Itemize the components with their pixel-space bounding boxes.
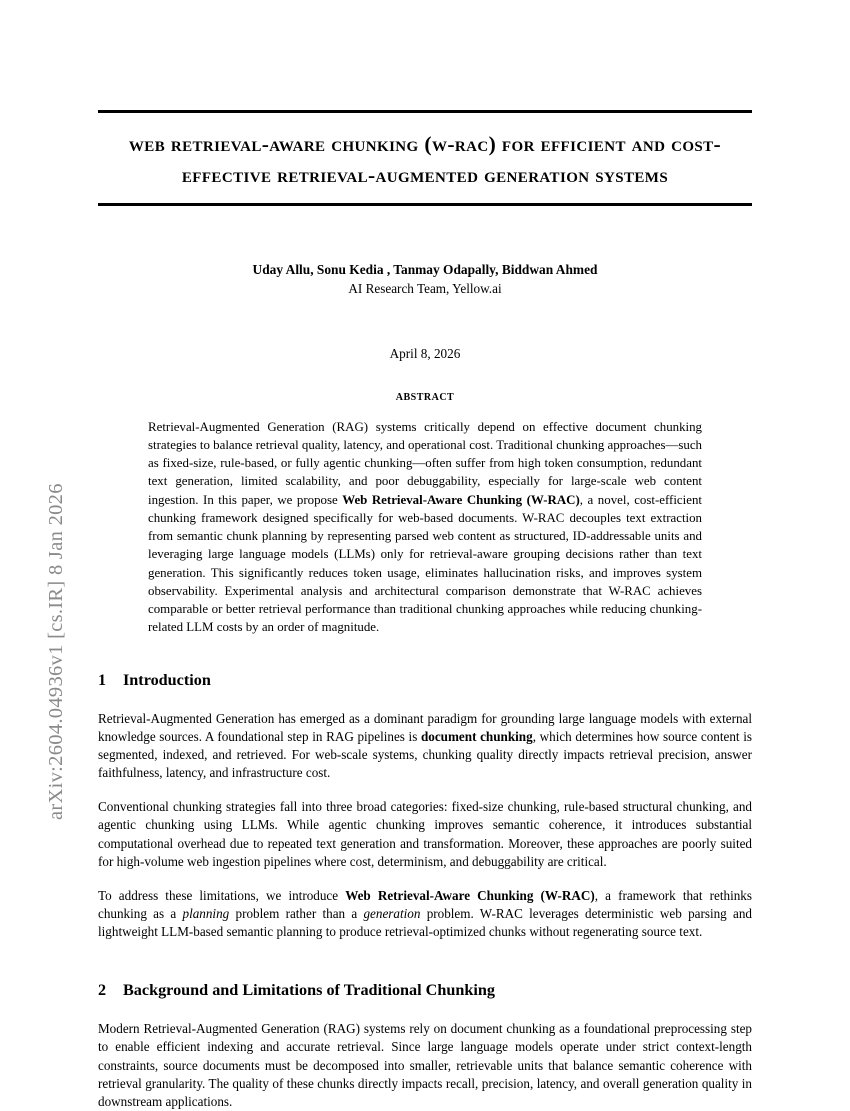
section-number-2: 2 — [98, 980, 107, 999]
par-1-3-italic-1: planning — [182, 905, 230, 921]
section-title-1: Introduction — [123, 670, 211, 689]
title-block — [98, 113, 752, 203]
par-2-1-part-1: Modern Retrieval-Augmented Generation (RAG) systems rely on document chunking as a foundational preprocessing step to enable efficient indexing and accurate retrieval. Since large language models operate under strict context-length constraints, source documents must be decomposed into smaller, retrievable units that balance semantic coherence with retrieval granularity. The quality of these chunks directly impacts recall, precision, latency, and overall generation quality in downstream applications. — [98, 1021, 752, 1109]
paragraph-2-1 — [98, 1020, 752, 1110]
par-1-3-bold-1: Web Retrieval-Aware Chunking (W-RAC) — [345, 887, 595, 903]
abstract-body — [148, 418, 702, 637]
par-1-1-part-2: , which determines how source content is segmented, indexed, and retrieved. For web-scale systems, chunking quality directly impacts retrieval precision, answer faithfulness, latency, and infrastructure cost. — [98, 729, 752, 781]
page-title: web retrieval-aware chunking (w-rac) for efficient and cost-effective retrieval-augmented generation systems — [128, 132, 722, 187]
author-list: Uday Allu, Sonu Kedia , Tanmay Odapally, Biddwan Ahmed — [252, 262, 598, 278]
affiliation: AI Research Team, Yellow.ai — [348, 281, 502, 297]
abstract-bold-term-1: Web Retrieval-Aware Chunking (W-RAC) — [342, 492, 580, 507]
paragraph-1-1 — [98, 710, 752, 782]
par-1-2-part-1: Conventional chunking strategies fall into three broad categories: fixed-size chunking, rule-based structural chunking, and agentic chunking using LLMs. While agentic chunking improves semantic coherence, it introduces substantial computational overhead due to repeated text generation and transformation. Moreover, these approaches are poorly suited for high-volume web ingestion pipelines where cost, determinism, and debuggability are critical. — [98, 799, 752, 869]
section-title-2: Background and Limitations of Traditional Chunking — [123, 980, 495, 999]
publication-date: April 8, 2026 — [389, 345, 461, 361]
par-1-3-part-2: , a framework that rethinks chunking as a — [98, 887, 752, 921]
par-1-3-part-3: problem rather than a — [229, 905, 364, 921]
section-number-1: 1 — [98, 670, 107, 689]
par-1-1-part-1: Retrieval-Augmented Generation has emerged as a dominant paradigm for grounding large language models with external knowledge sources. A foundational step in RAG pipelines is — [98, 711, 752, 745]
section-heading-introduction — [98, 671, 752, 690]
paper-page — [98, 0, 752, 1109]
paragraph-1-3 — [98, 887, 752, 941]
section-heading-background — [98, 981, 752, 1000]
par-1-3-part-4: problem. W-RAC leverages deterministic web parsing and lightweight LLM-based semantic planning to produce retrieval-optimized chunks without regenerating source text. — [98, 905, 752, 939]
title-rule-bottom — [98, 203, 752, 206]
paragraph-1-2 — [98, 798, 752, 870]
author-block — [98, 261, 752, 299]
arxiv-stamp — [0, 0, 72, 1100]
par-1-3-italic-2: generation — [363, 905, 421, 921]
par-1-1-bold-1: document chunking — [420, 729, 533, 745]
abstract-heading: abstract — [395, 388, 455, 404]
abstract-text-part-1: Retrieval-Augmented Generation (RAG) systems critically depend on effective document chunking strategies to balance retrieval quality, latency, and operational cost. Traditional chunking approaches—such as fixed-size, rule-based, or fully agentic chunking—often suffer from high token consumption, redundant text generation, limited scalability, and poor debuggability, especially for large-scale web content ingestion. In this paper, we propose — [148, 419, 702, 507]
abstract-text-part-2: , a novel, cost-efficient chunking framework designed specifically for web-based documents. W-RAC decouples text extraction from semantic chunk planning by representing parsed web content as structured, ID-addressable units and leveraging large language models (LLMs) only for retrieval-aware grouping decisions rather than text generation. This significantly reduces token usage, eliminates hallucination risks, and improves system observability. Experimental analysis and architectural comparison demonstrate that W-RAC achieves comparable or better retrieval performance than traditional chunking approaches while reducing chunking-related LLM costs by an order of magnitude. — [148, 492, 702, 635]
par-1-3-part-1: To address these limitations, we introduce — [98, 887, 346, 903]
arxiv-stamp-text: arXiv:2604.04936v1 [cs.IR] 8 Jan 2026 — [45, 483, 67, 820]
